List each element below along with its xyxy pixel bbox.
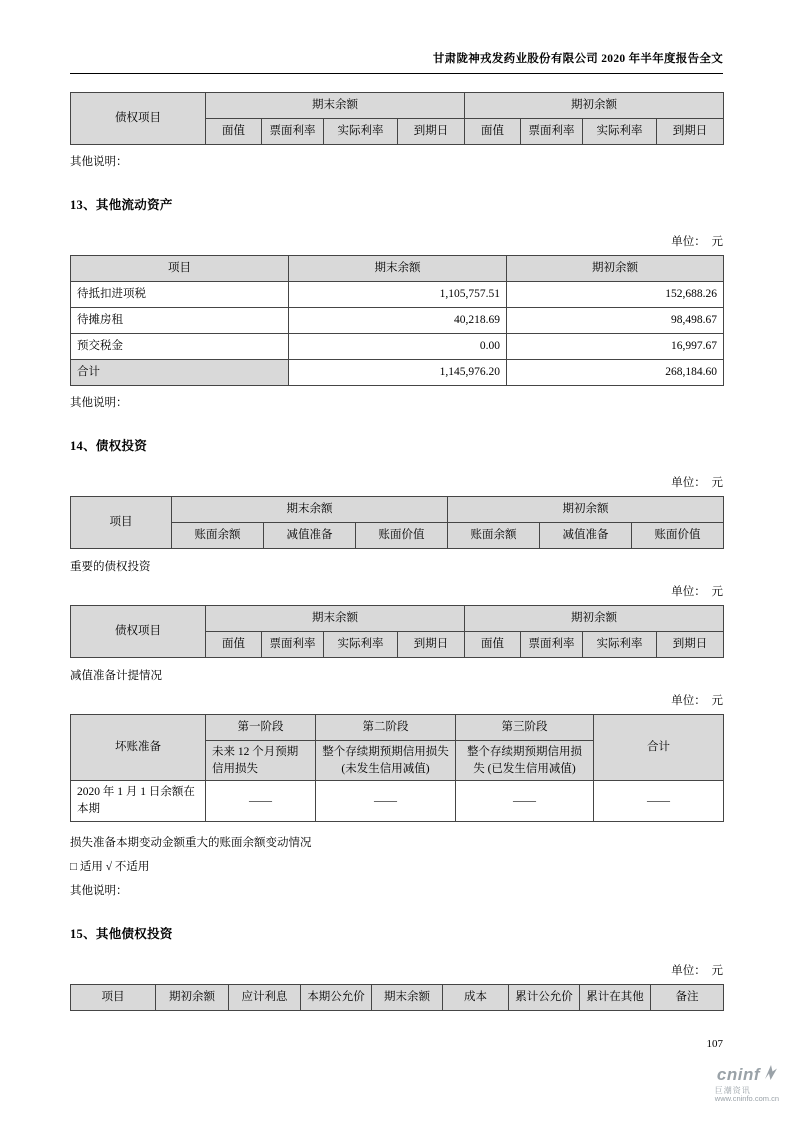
- header-cell-effective-rate: 实际利率: [583, 119, 657, 145]
- stage1-value: ——: [206, 781, 316, 821]
- header-cell-stage3-desc: 整个存续期预期信用损失 (已发生信用减值): [456, 741, 594, 781]
- header-row: [71, 256, 724, 282]
- section14-heading: 14、债权投资: [70, 439, 148, 453]
- debt-investment-summary-table: [70, 496, 724, 549]
- ending-balance-value: 40,218.69: [289, 308, 507, 334]
- table-row: [71, 282, 724, 308]
- header-cell-maturity-date: 到期日: [657, 119, 724, 145]
- header-cell-ending-balance: 期末余额: [206, 93, 465, 119]
- header-cell-book-value: 账面价值: [356, 523, 448, 549]
- important-debt-investment-label: 重要的债权投资: [70, 561, 151, 573]
- ending-balance-value: 1,105,757.51: [289, 282, 507, 308]
- header-cell-effective-rate: 实际利率: [324, 119, 398, 145]
- bad-debt-stage-table: [70, 714, 724, 822]
- header-cell-cumulative-other: 累计在其他: [580, 984, 651, 1010]
- ending-balance-total: 1,145,976.20: [289, 360, 507, 386]
- header-cell-beginning-balance: 期初余额: [448, 497, 724, 523]
- header-cell-remark: 备注: [651, 984, 724, 1010]
- header-cell-ending-balance: 期末余额: [206, 606, 465, 632]
- total-row-label: 合计: [71, 360, 289, 386]
- header-cell-maturity-date: 到期日: [398, 119, 465, 145]
- important-debt-items-table: [70, 605, 724, 658]
- header-cell-face-value: 面值: [206, 632, 262, 658]
- table-row: [71, 308, 724, 334]
- debt-items-continuation-table: [70, 92, 724, 145]
- header-cell-bad-debt-provision: 坏账准备: [71, 715, 206, 781]
- header-cell-debt-item: 债权项目: [71, 606, 206, 658]
- header-cell-coupon-rate: 票面利率: [262, 632, 324, 658]
- stage2-value: ——: [316, 781, 456, 821]
- total-row: [71, 360, 724, 386]
- other-note-label: 其他说明：: [70, 884, 128, 897]
- header-cell-impairment-provision: 减值准备: [264, 523, 356, 549]
- beginning-balance-value: 98,498.67: [507, 308, 724, 334]
- header-cell-maturity-date: 到期日: [657, 632, 724, 658]
- section15-heading: 15、其他债权投资: [70, 926, 173, 941]
- beginning-balance-total: 268,184.60: [507, 360, 724, 386]
- other-note-label: 其他说明：: [70, 156, 128, 168]
- row-label: 预交税金: [71, 334, 289, 360]
- impairment-provision-label: 减值准备计提情况: [70, 670, 162, 682]
- header-cell-beginning-balance: 期初余额: [465, 93, 724, 119]
- header-cell-coupon-rate: 票面利率: [521, 632, 583, 658]
- header-cell-stage1-desc: 未来 12 个月预期信用损失: [206, 741, 316, 781]
- other-current-assets-table: [70, 255, 724, 386]
- beginning-balance-value: 152,688.26: [507, 282, 724, 308]
- cninfo-logo-text: cninf: [716, 1065, 760, 1085]
- header-cell-stage1: 第一阶段: [206, 715, 316, 741]
- header-cell-cost: 成本: [443, 984, 509, 1010]
- header-cell-accrued-interest: 应计利息: [229, 984, 301, 1010]
- header-row: [71, 715, 724, 741]
- header-cell-maturity-date: 到期日: [398, 632, 465, 658]
- header-row: [71, 93, 724, 119]
- row-label: 待摊房租: [71, 308, 289, 334]
- applicable-line: □ 适用 √ 不适用: [70, 860, 150, 873]
- header-cell-coupon-rate: 票面利率: [521, 119, 583, 145]
- header-cell-item: 项目: [71, 984, 156, 1010]
- total-value: ——: [594, 781, 724, 821]
- cninfo-logo-url: www.cninfo.com.cn: [714, 1094, 779, 1104]
- header-cell-coupon-rate: 票面利率: [262, 119, 324, 145]
- header-cell-stage2-desc: 整个存续期预期信用损失 (未发生信用减值): [316, 741, 456, 781]
- header-cell-impairment-provision: 减值准备: [540, 523, 632, 549]
- unit-label: 单位： 元: [671, 586, 723, 598]
- header-cell-stage3: 第三阶段: [456, 715, 594, 741]
- header-cell-effective-rate: 实际利率: [324, 632, 398, 658]
- unit-label: 单位： 元: [671, 695, 723, 707]
- ending-balance-value: 0.00: [289, 334, 507, 360]
- unit-label: 单位： 元: [671, 236, 723, 248]
- header-cell-ending-balance: 期末余额: [172, 497, 448, 523]
- header-cell-item: 项目: [71, 497, 172, 549]
- loss-change-label: 损失准备本期变动金额重大的账面余额变动情况: [70, 836, 312, 849]
- header-cell-beginning-balance: 期初余额: [156, 984, 229, 1010]
- header-cell-face-value: 面值: [465, 632, 521, 658]
- row-label: 待抵扣进项税: [71, 282, 289, 308]
- header-cell-current-fair-value: 本期公允价: [301, 984, 372, 1010]
- other-debt-investment-table: [70, 984, 724, 1011]
- stage3-value: ——: [456, 781, 594, 821]
- row-label: 2020 年 1 月 1 日余额在本期: [71, 781, 206, 821]
- header-row: [71, 984, 724, 1010]
- table-row: [71, 781, 724, 821]
- header-cell-item: 项目: [71, 256, 289, 282]
- header-cell-stage2: 第二阶段: [316, 715, 456, 741]
- header-cell-book-value: 账面价值: [632, 523, 724, 549]
- other-note-label: 其他说明：: [70, 397, 128, 409]
- header-cell-debt-item: 债权项目: [71, 93, 206, 145]
- header-cell-cumulative-fair-value: 累计公允价: [509, 984, 580, 1010]
- header-cell-ending-balance: 期末余额: [372, 984, 443, 1010]
- beginning-balance-value: 16,997.67: [507, 334, 724, 360]
- header-cell-total: 合计: [594, 715, 724, 781]
- cninfo-swirl-icon: [762, 1064, 779, 1086]
- header-row: [71, 606, 724, 632]
- header-cell-face-value: 面值: [465, 119, 521, 145]
- table-row: [71, 334, 724, 360]
- report-running-title: 甘肃陇神戎发药业股份有限公司 2020 年半年度报告全文: [70, 50, 723, 74]
- header-cell-book-balance: 账面余额: [448, 523, 540, 549]
- header-cell-book-balance: 账面余额: [172, 523, 264, 549]
- page-number: 107: [706, 1038, 723, 1050]
- cninfo-logo-cn: 巨潮资讯: [714, 1086, 751, 1096]
- section13-heading: 13、其他流动资产: [70, 198, 173, 212]
- header-cell-face-value: 面值: [206, 119, 262, 145]
- header-cell-effective-rate: 实际利率: [583, 632, 657, 658]
- header-cell-beginning-balance: 期初余额: [465, 606, 724, 632]
- unit-label: 单位： 元: [671, 964, 723, 977]
- header-row: [71, 497, 724, 523]
- cninfo-logo: [715, 1064, 779, 1104]
- header-cell-beginning-balance: 期初余额: [507, 256, 724, 282]
- unit-label: 单位： 元: [671, 477, 723, 489]
- header-cell-ending-balance: 期末余额: [289, 256, 507, 282]
- cninfo-logo-top: [715, 1064, 779, 1086]
